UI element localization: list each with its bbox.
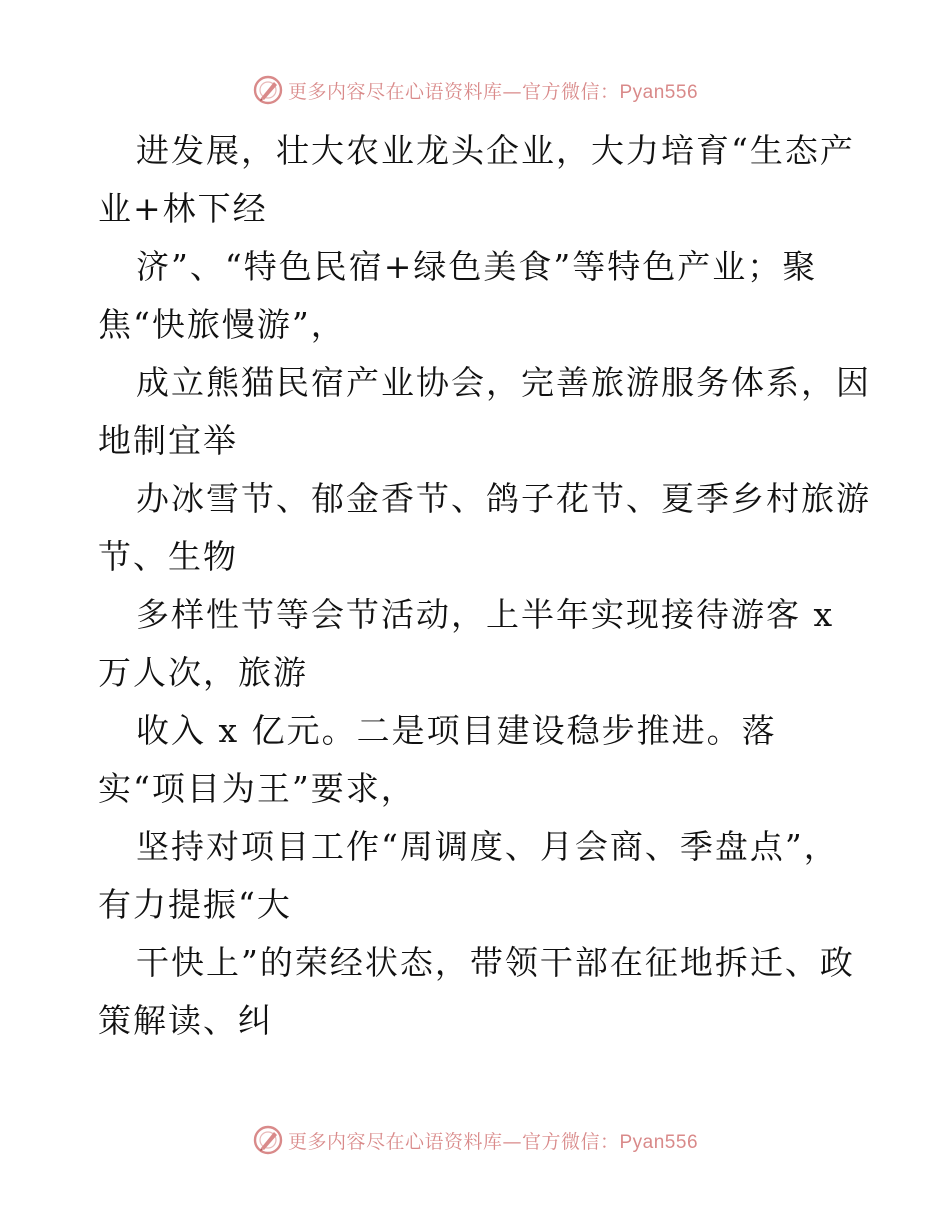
text-line: 济”、“特色民宿+绿色美食”等特色产业；聚 bbox=[136, 247, 818, 286]
text-line: 收入 x 亿元。二是项目建设稳步推进。落 bbox=[136, 711, 777, 750]
watermark-text-cn: 更多内容尽在心语资料库—官方微信： bbox=[287, 1130, 620, 1153]
watermark-wechat-id: Pyan556 bbox=[619, 1131, 699, 1153]
text-line: 节、生物 bbox=[98, 537, 238, 576]
text-line: 万人次，旅游 bbox=[98, 653, 308, 692]
watermark-wechat-id: Pyan556 bbox=[619, 81, 699, 103]
text-line: 地制宜举 bbox=[98, 421, 238, 460]
pen-logo-icon bbox=[252, 74, 284, 106]
text-line: 业+林下经 bbox=[98, 189, 268, 228]
watermark-text bbox=[288, 1127, 698, 1154]
text-line: 办冰雪节、郁金香节、鸽子花节、夏季乡村旅游 bbox=[136, 479, 871, 518]
document-body bbox=[98, 122, 871, 1050]
text-line: 成立熊猫民宿产业协会，完善旅游服务体系，因 bbox=[136, 363, 871, 402]
text-line: 干快上”的荣经状态，带领干部在征地拆迁、政 bbox=[136, 943, 855, 982]
pen-logo-icon bbox=[252, 1124, 284, 1156]
text-line: 进发展，壮大农业龙头企业，大力培育“生态产 bbox=[136, 131, 855, 170]
header-watermark bbox=[0, 70, 950, 110]
footer-watermark bbox=[0, 1120, 950, 1160]
text-line: 实“项目为王”要求， bbox=[98, 769, 416, 808]
watermark-text bbox=[288, 77, 698, 104]
watermark-text-cn: 更多内容尽在心语资料库—官方微信： bbox=[287, 80, 620, 103]
text-line: 坚持对项目工作“周调度、月会商、季盘点”， bbox=[136, 827, 839, 866]
text-line: 策解读、纠 bbox=[98, 1001, 273, 1040]
text-line: 多样性节等会节活动，上半年实现接待游客 x bbox=[136, 595, 835, 634]
text-line: 有力提振“大 bbox=[98, 885, 292, 924]
text-line: 焦“快旅慢游”， bbox=[98, 305, 346, 344]
